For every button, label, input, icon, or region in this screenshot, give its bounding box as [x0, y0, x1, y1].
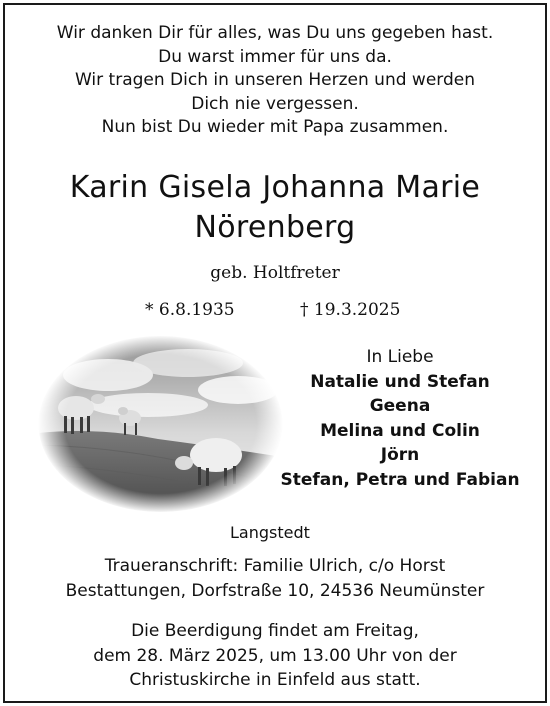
verse-line: Wir danken Dir für alles, was Du uns gegeben hast. [56, 23, 494, 43]
mourners-lead: In Liebe [366, 347, 434, 367]
funeral-line: Die Beerdigung findet am Freitag, [131, 621, 419, 641]
deceased-name [0, 168, 550, 248]
birth-name: geb. Holtfreter [210, 263, 340, 283]
verse-line: Wir tragen Dich in unseren Herzen und werden [74, 70, 476, 90]
mourner-name: Stefan, Petra und Fabian [280, 469, 520, 490]
verse [0, 22, 550, 140]
verse-line: Dich nie vergessen. [191, 93, 359, 114]
surname: Nörenberg [194, 210, 356, 245]
mourner-name: Melina und Colin [320, 420, 480, 441]
sheep-photo [38, 335, 283, 513]
given-names: Karin Gisela Johanna Marie [69, 170, 481, 205]
mourner-name: Jörn [380, 445, 420, 465]
funeral-info [0, 619, 550, 693]
birth-date: * 6.8.1935 [145, 300, 235, 320]
mourning-address [0, 554, 550, 603]
address-line: Bestattungen, Dorfstraße 10, 24536 Neumünster [65, 580, 485, 601]
place: Langstedt [230, 523, 310, 542]
funeral-line: Christuskirche in Einfeld aus statt. [129, 670, 421, 690]
death-date: † 19.3.2025 [300, 300, 401, 320]
verse-line: Nun bist Du wieder mit Papa zusammen. [101, 117, 449, 137]
address-line: Traueranschrift: Familie Ulrich, c/o Horst [104, 556, 446, 576]
mourners [275, 345, 525, 492]
mourner-name: Geena [369, 396, 431, 416]
funeral-line: dem 28. März 2025, um 13.00 Uhr von der [93, 645, 457, 666]
mourner-name: Natalie und Stefan [310, 371, 490, 392]
verse-line: Du warst immer für uns da. [158, 46, 392, 67]
